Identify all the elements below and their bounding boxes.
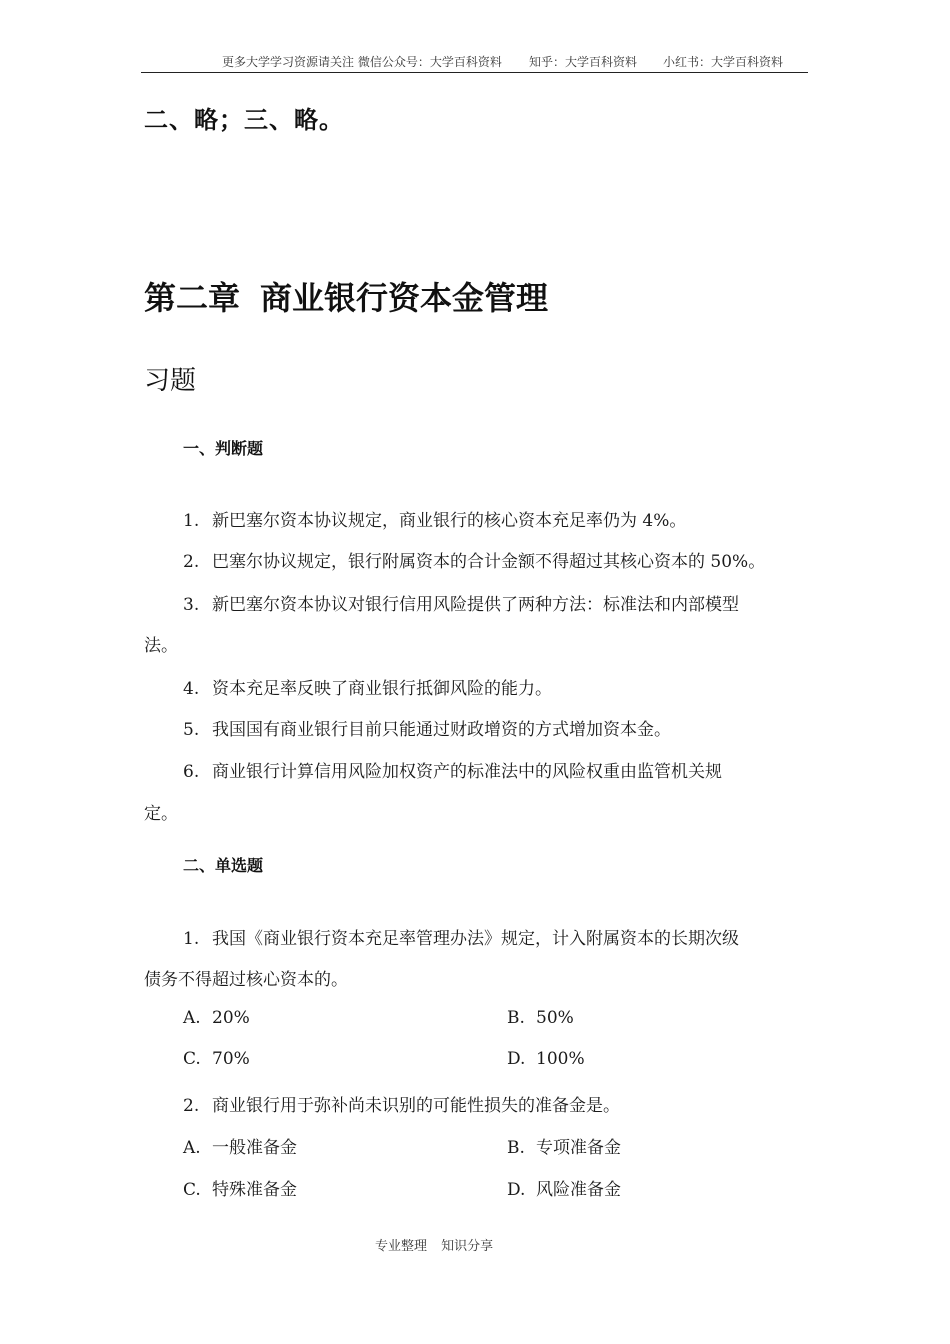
list-item [183,757,722,782]
question-number: 1. [183,929,200,949]
item-text: 我国国有商业银行目前只能通过财政增资的方式增加资本金。 [212,720,671,740]
item-number: 6. [183,762,200,782]
option-letter: B. [507,1008,525,1028]
option-a [183,1008,250,1028]
section-heading-single-choice: 二、单选题 [183,856,264,875]
option-letter: D. [507,1180,526,1200]
list-item [183,674,552,699]
list-item [183,547,765,572]
chapter-title [144,273,548,319]
page-footer: 专业整理 知识分享 [375,1239,494,1254]
exercise-heading: 习题 [144,366,197,396]
item-continuation: 定。 [144,804,178,824]
option-c [183,1049,250,1069]
option-d [507,1175,621,1200]
question-number: 2. [183,1096,200,1116]
item-text: 新巴塞尔资本协议规定，商业银行的核心资本充足率仍为 4%。 [212,511,687,531]
option-text: 专项准备金 [536,1138,621,1158]
option-letter: C. [183,1049,201,1069]
question [183,924,739,949]
option-letter: D. [507,1049,526,1069]
previous-answers-line: 二、略；三、略。 [144,106,344,134]
item-number: 4. [183,679,200,699]
option-text: 20% [212,1008,250,1028]
option-b [507,1133,621,1158]
item-number: 2. [183,552,200,572]
option-text: 一般准备金 [212,1138,297,1158]
option-letter: C. [183,1180,201,1200]
item-continuation: 法。 [144,636,178,656]
option-a [183,1133,297,1158]
option-b [507,1008,574,1028]
option-text: 风险准备金 [536,1180,621,1200]
header-wechat-note: 更多大学学习资源请关注 微信公众号：大学百科资料 [222,55,502,69]
item-number: 5. [183,720,200,740]
list-item [183,590,739,615]
option-c [183,1175,297,1200]
option-text: 50% [536,1008,574,1028]
option-letter: B. [507,1138,525,1158]
option-letter: A. [183,1138,201,1158]
question-text: 我国《商业银行资本充足率管理办法》规定，计入附属资本的长期次级 [212,929,739,949]
item-number: 1. [183,511,200,531]
option-text: 100% [536,1049,585,1069]
option-d [507,1049,585,1069]
item-text: 新巴塞尔资本协议对银行信用风险提供了两种方法：标准法和内部模型 [212,595,739,615]
header-zhihu-note: 知乎：大学百科资料 [529,55,638,69]
question-text: 商业银行用于弥补尚未识别的可能性损失的准备金是。 [212,1096,620,1116]
question [183,1091,620,1116]
header-xiaohongshu-note: 小红书：大学百科资料 [663,55,784,69]
option-letter: A. [183,1008,201,1028]
chapter-name: 商业银行资本金管理 [260,279,549,317]
item-text: 资本充足率反映了商业银行抵御风险的能力。 [212,679,552,699]
chapter-number: 第二章 [144,279,241,317]
question-continuation: 债务不得超过核心资本的。 [144,970,348,990]
item-number: 3. [183,595,200,615]
section-heading-true-false: 一、判断题 [183,439,264,458]
item-text: 商业银行计算信用风险加权资产的标准法中的风险权重由监管机关规 [212,762,722,782]
option-text: 70% [212,1049,250,1069]
option-text: 特殊准备金 [212,1180,297,1200]
item-text: 巴塞尔协议规定，银行附属资本的合计金额不得超过其核心资本的 50%。 [212,552,766,572]
list-item [183,506,686,531]
header-rule [141,72,808,73]
list-item [183,715,671,740]
